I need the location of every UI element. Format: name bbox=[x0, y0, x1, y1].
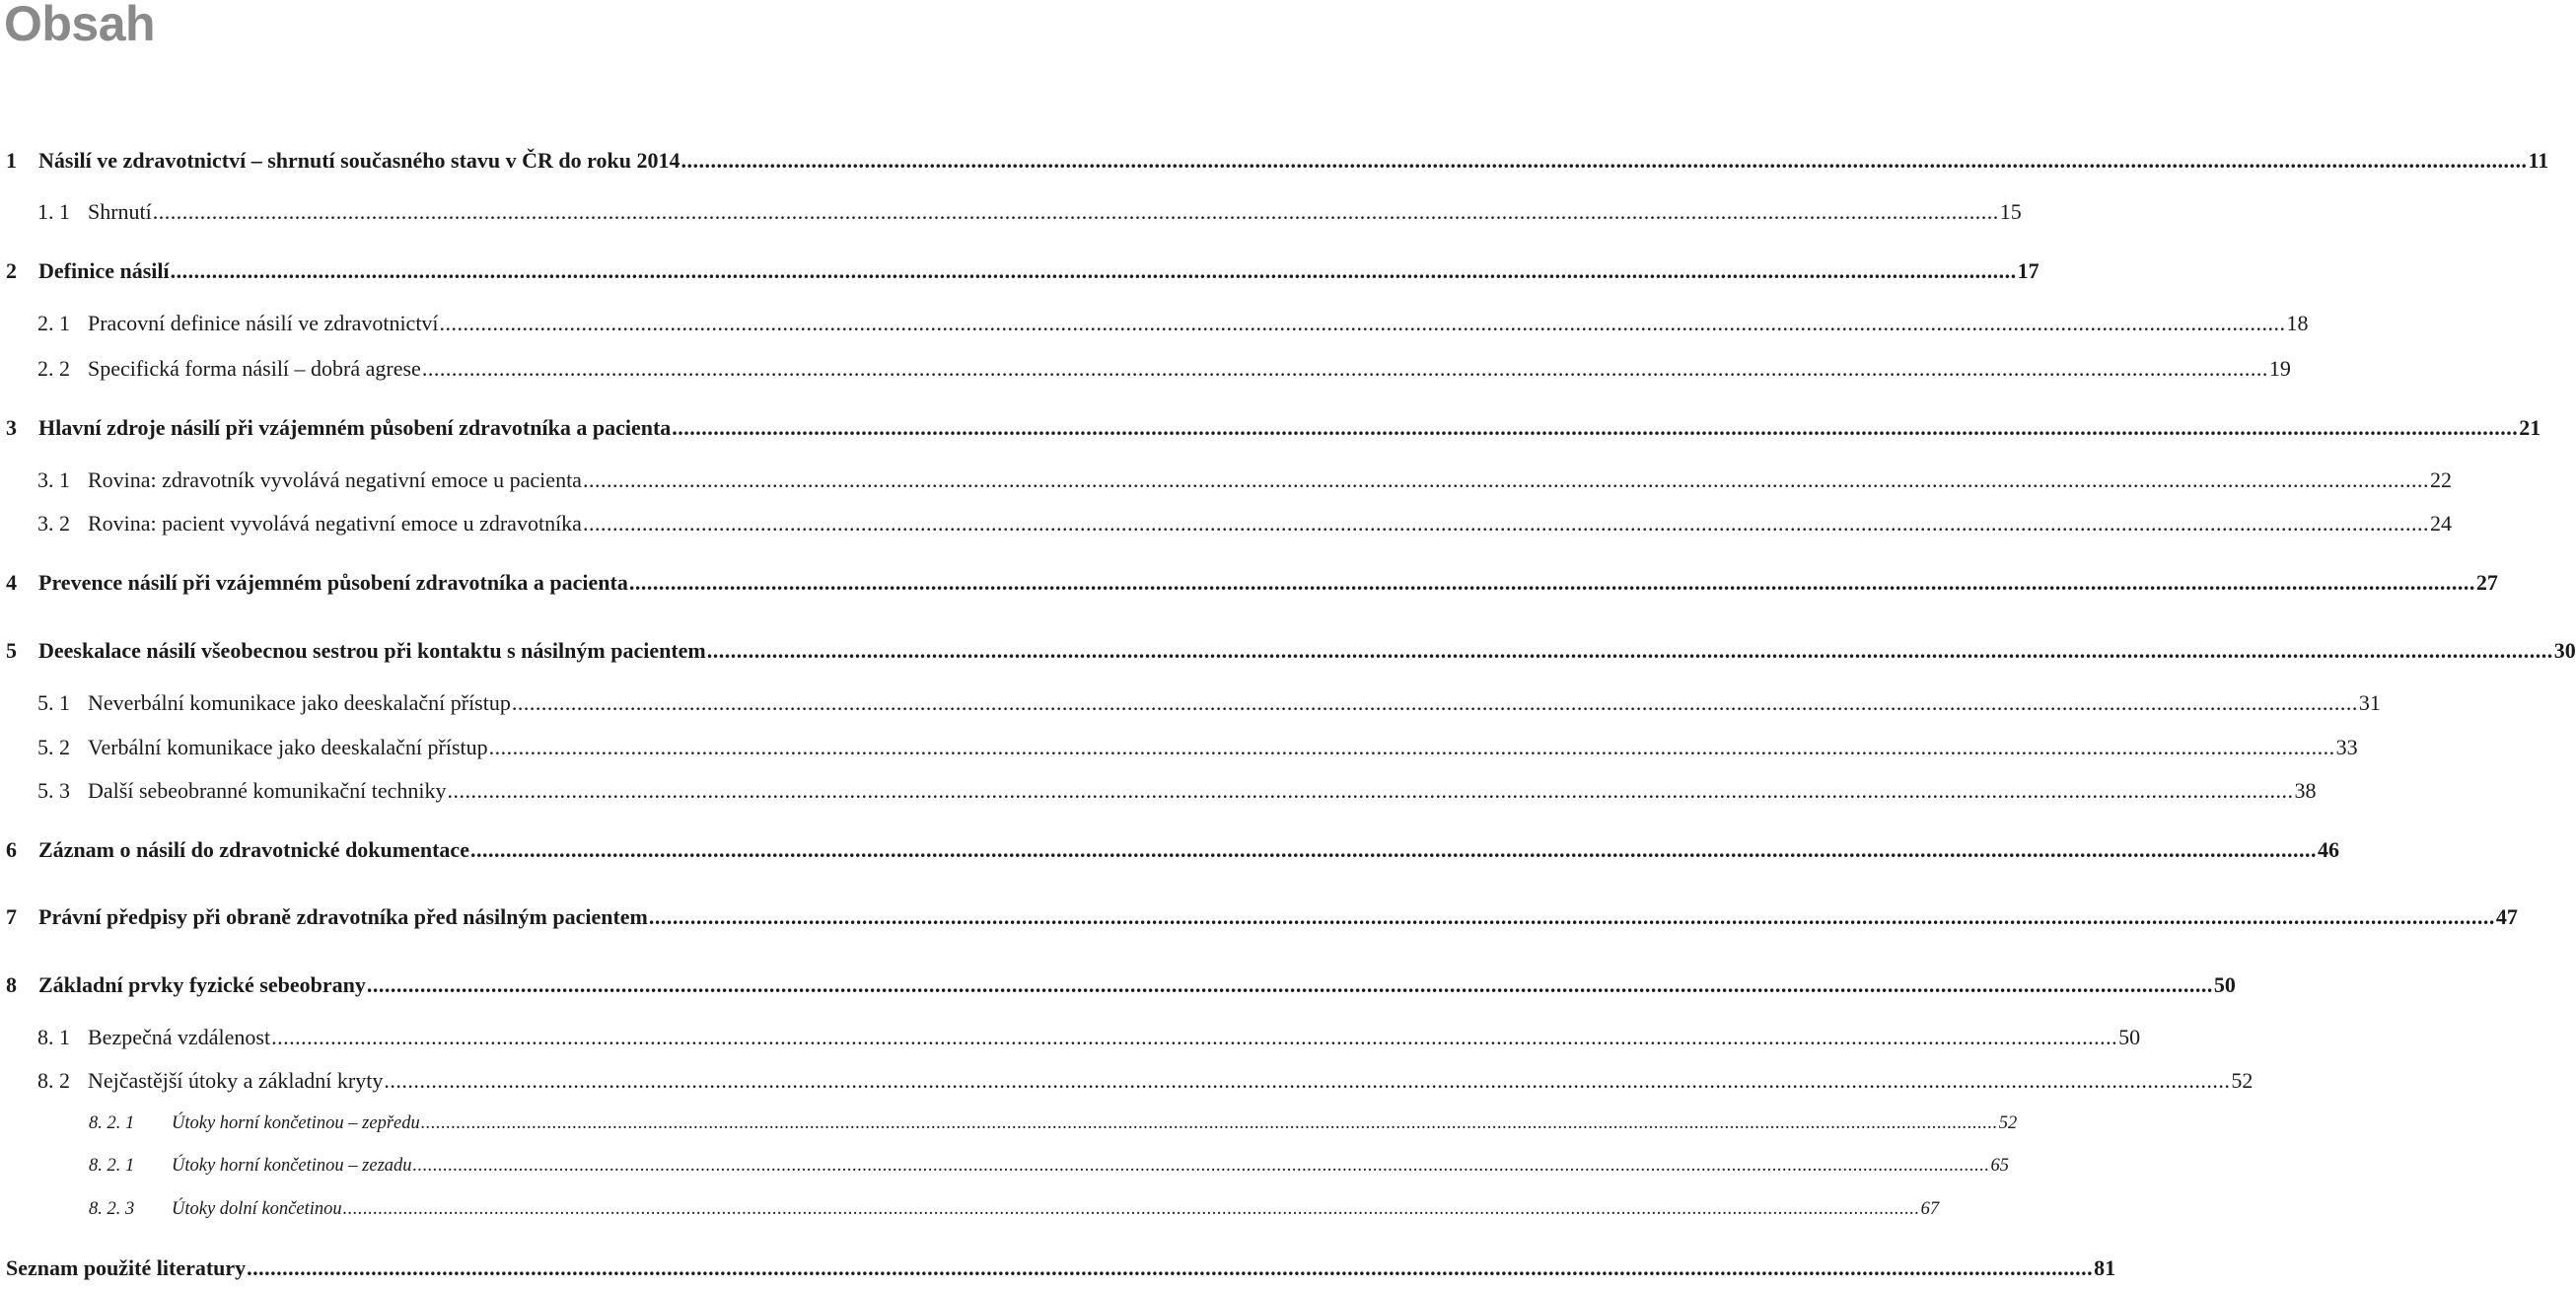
dot-leader bbox=[448, 778, 2294, 804]
toc-page-number: 65 bbox=[1990, 1156, 2010, 1176]
toc-entry-8-2-1a[interactable] bbox=[89, 1113, 2018, 1134]
toc-entry-5-3[interactable] bbox=[37, 778, 2317, 804]
dot-leader bbox=[707, 638, 2553, 664]
toc-number: 2. 1 bbox=[37, 311, 70, 335]
toc-number: 5. 3 bbox=[37, 778, 70, 803]
toc-label: Deeskalace násilí všeobecnou sestrou při kontaktu s násilným pacientem bbox=[38, 638, 706, 663]
toc-number: 3. 1 bbox=[37, 467, 70, 492]
dot-leader bbox=[413, 1156, 1990, 1177]
toc-label: Neverbální komunikace jako deeskalační přístup bbox=[88, 690, 511, 715]
toc-label: Rovina: zdravotník vyvolává negativní emoce u pacienta bbox=[88, 467, 582, 492]
toc-label: Shrnutí bbox=[88, 199, 152, 224]
toc-label: Prevence násilí při vzájemném působení zdravotníka a pacienta bbox=[38, 570, 628, 595]
dot-leader bbox=[629, 570, 2475, 596]
toc-page-number: 50 bbox=[2213, 972, 2236, 997]
toc-number: 8. 2. 1 bbox=[89, 1156, 135, 1176]
toc-page-number: 47 bbox=[2495, 904, 2518, 929]
toc-label: Pracovní definice násilí ve zdravotnictví bbox=[88, 311, 439, 335]
toc-page-number: 46 bbox=[2317, 837, 2339, 862]
toc-number: 6 bbox=[6, 837, 17, 862]
toc-number: 8. 2. 3 bbox=[89, 1199, 135, 1219]
toc-entry-3-2[interactable] bbox=[37, 511, 2452, 537]
dot-leader bbox=[512, 690, 2358, 716]
toc-entry-bibliography[interactable] bbox=[6, 1255, 2116, 1281]
toc-number: 5. 2 bbox=[37, 735, 70, 759]
toc-label: Definice násilí bbox=[38, 258, 170, 283]
toc-label: Další sebeobranné komunikační techniky bbox=[88, 778, 447, 803]
dot-leader bbox=[583, 511, 2429, 537]
toc-page-number: 15 bbox=[1999, 199, 2022, 224]
toc-label: Verbální komunikace jako deeskalační přístup bbox=[88, 735, 488, 759]
dot-leader bbox=[422, 356, 2268, 382]
toc-entry-2-2[interactable] bbox=[37, 356, 2291, 382]
toc-label: Seznam použité literatury bbox=[6, 1255, 247, 1280]
toc-number: 8. 2. 1 bbox=[89, 1113, 135, 1133]
dot-leader bbox=[343, 1199, 1920, 1220]
toc-number: 2 bbox=[6, 258, 17, 283]
toc-label: Základní prvky fyzické sebeobrany bbox=[38, 972, 366, 997]
toc-page-number: 52 bbox=[1998, 1113, 2018, 1133]
toc-entry-4[interactable] bbox=[6, 570, 2498, 596]
toc-page-number: 30 bbox=[2553, 638, 2576, 663]
toc-entry-8-2-1b[interactable] bbox=[89, 1156, 2010, 1177]
toc-page-number: 24 bbox=[2429, 511, 2452, 536]
toc-number: 1. 1 bbox=[37, 199, 70, 224]
toc-page-number: 19 bbox=[2268, 356, 2291, 381]
toc-entry-7[interactable] bbox=[6, 904, 2518, 930]
toc-label: Rovina: pacient vyvolává negativní emoce u zdravotníka bbox=[88, 511, 582, 536]
toc-number: 8 bbox=[6, 972, 17, 997]
toc-label: Útoky dolní končetinou bbox=[172, 1199, 342, 1219]
toc-entry-5-2[interactable] bbox=[37, 735, 2358, 760]
toc-page-number: 18 bbox=[2286, 311, 2309, 335]
dot-leader bbox=[153, 199, 1999, 225]
toc-label: Útoky horní končetinou – zepředu bbox=[172, 1113, 420, 1133]
toc-number: 2. 2 bbox=[37, 356, 70, 381]
page-title: Obsah bbox=[4, 0, 156, 51]
dot-leader bbox=[470, 837, 2317, 863]
toc-page-number: 52 bbox=[2231, 1068, 2254, 1093]
dot-leader bbox=[384, 1068, 2230, 1094]
dot-leader bbox=[367, 972, 2213, 998]
toc-entry-3[interactable] bbox=[6, 415, 2541, 441]
toc-label: Nejčastější útoky a základní kryty bbox=[88, 1068, 384, 1093]
toc-entry-2[interactable] bbox=[6, 258, 2039, 284]
toc-page-number: 33 bbox=[2335, 735, 2358, 759]
toc-label: Právní předpisy při obraně zdravotníka před násilným pacientem bbox=[38, 904, 648, 929]
toc-label: Bezpečná vzdálenost bbox=[88, 1025, 271, 1049]
dot-leader bbox=[649, 904, 2495, 930]
toc-page-number: 21 bbox=[2519, 415, 2541, 440]
toc-entry-5[interactable] bbox=[6, 638, 2576, 664]
toc-entry-8[interactable] bbox=[6, 972, 2236, 998]
toc-label: Specifická forma násilí – dobrá agrese bbox=[88, 356, 421, 381]
toc-page-number: 38 bbox=[2294, 778, 2317, 803]
toc-page-number: 50 bbox=[2118, 1025, 2141, 1049]
dot-leader bbox=[583, 467, 2429, 493]
toc-label: Záznam o násilí do zdravotnické dokumentace bbox=[38, 837, 469, 862]
toc-entry-1-1[interactable] bbox=[37, 199, 2022, 225]
toc-entry-3-1[interactable] bbox=[37, 467, 2452, 493]
dot-leader bbox=[681, 148, 2528, 174]
dot-leader bbox=[271, 1025, 2117, 1050]
toc-number: 4 bbox=[6, 570, 17, 595]
toc-page-number: 67 bbox=[1920, 1199, 1940, 1219]
toc-page-number: 11 bbox=[2528, 148, 2549, 173]
toc-label: Hlavní zdroje násilí při vzájemném působení zdravotníka a pacienta bbox=[38, 415, 672, 440]
dot-leader bbox=[421, 1113, 1998, 1134]
toc-number: 8. 2 bbox=[37, 1068, 70, 1093]
toc-page-number: 22 bbox=[2429, 467, 2452, 492]
dot-leader bbox=[247, 1255, 2093, 1281]
toc-label: Násilí ve zdravotnictví – shrnutí současného stavu v ČR do roku 2014 bbox=[38, 148, 680, 173]
toc-page-number: 31 bbox=[2358, 690, 2381, 715]
toc-number: 8. 1 bbox=[37, 1025, 70, 1049]
toc-number: 3. 2 bbox=[37, 511, 70, 536]
dot-leader bbox=[171, 258, 2017, 284]
toc-number: 7 bbox=[6, 904, 17, 929]
toc-entry-5-1[interactable] bbox=[37, 690, 2381, 716]
toc-number: 5. 1 bbox=[37, 690, 70, 715]
dot-leader bbox=[672, 415, 2518, 441]
toc-page-number: 81 bbox=[2094, 1255, 2116, 1280]
toc-entry-8-2[interactable] bbox=[37, 1068, 2254, 1094]
toc-page-number: 17 bbox=[2017, 258, 2039, 283]
toc-entry-8-1[interactable] bbox=[37, 1025, 2141, 1050]
dot-leader bbox=[489, 735, 2335, 760]
toc-entry-1[interactable] bbox=[6, 148, 2549, 174]
toc-entry-2-1[interactable] bbox=[37, 311, 2309, 336]
dot-leader bbox=[440, 311, 2286, 336]
toc-page-number: 27 bbox=[2475, 570, 2498, 595]
toc-number: 3 bbox=[6, 415, 17, 440]
toc-entry-8-2-3[interactable] bbox=[89, 1199, 1940, 1220]
toc-entry-6[interactable] bbox=[6, 837, 2339, 863]
toc-label: Útoky horní končetinou – zezadu bbox=[172, 1156, 412, 1176]
toc-number: 1 bbox=[6, 148, 17, 173]
toc-number: 5 bbox=[6, 638, 17, 663]
